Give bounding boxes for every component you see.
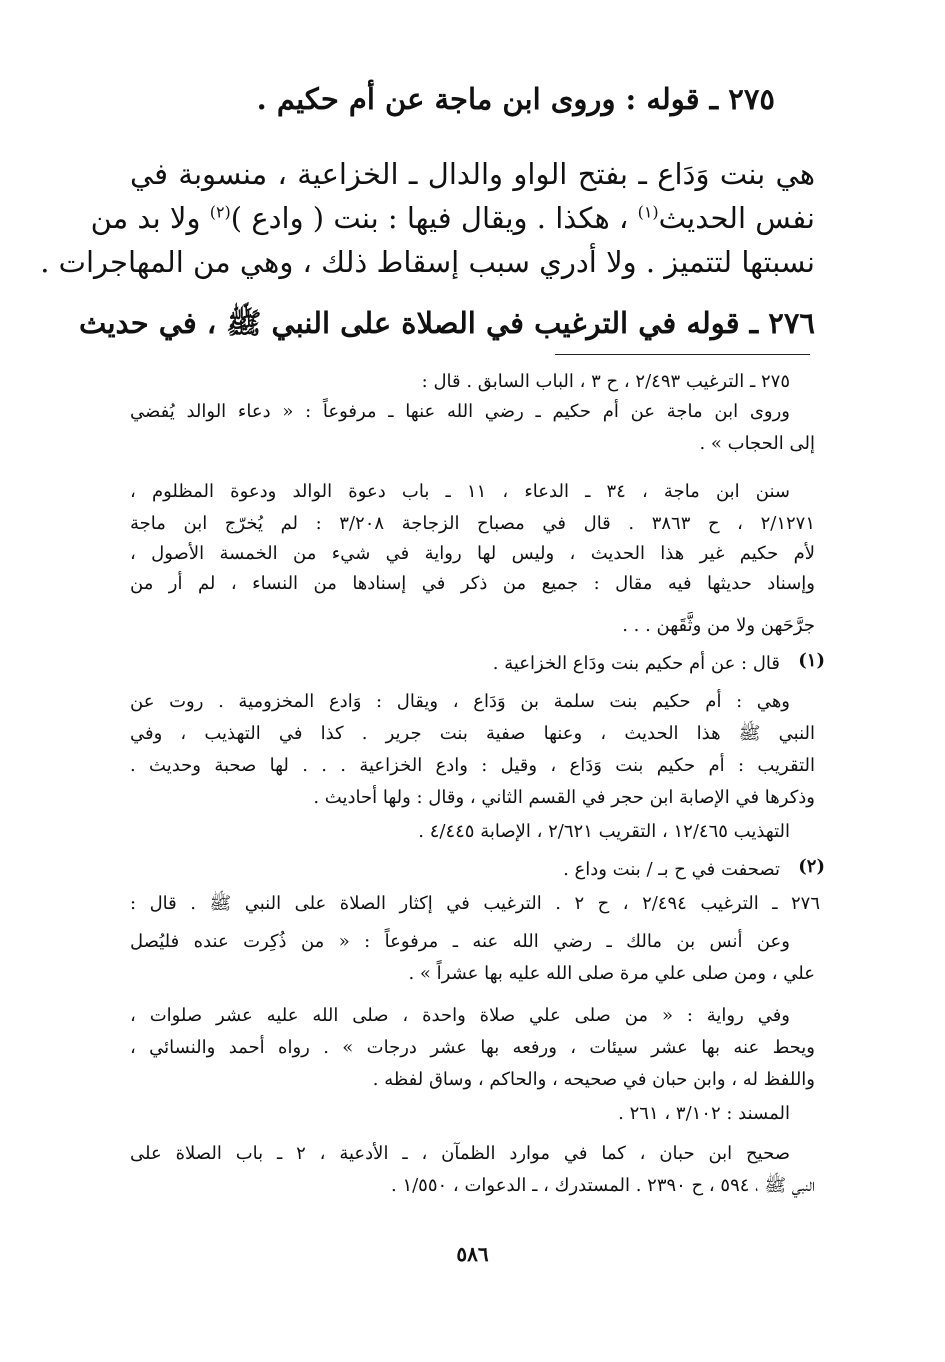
- note-1-line-2: وهي : أم حكيم بنت سلمة بن وَدَاع ، ويقال : وَادع المخزومية . روت عن: [130, 691, 790, 712]
- footnote-275-b-line-1: سنن ابن ماجة ، ٣٤ ـ الدعاء ، ١١ ـ باب دعوة الوالد ودعوة المظلوم ،: [130, 481, 791, 502]
- footnote-275-b-line-3: لأم حكيم غير هذا الحديث ، وليس لها رواية في شيء من الخمسة الأصول ،: [130, 543, 815, 564]
- footnote-275-b-line-2: ٢/١٢٧١ ، ح ٣٨٦٣ . قال في مصباح الزجاجة ٣/٢٠٨ : لم يُخرّج ابن ماجة: [130, 513, 815, 534]
- text-segment: ، هكذا . ويقال فيها : بنت ( وادع ): [230, 201, 629, 235]
- footnote-275-b-line-4: وإسناد حديثها فيه مقال : جميع من ذكر في إسنادها من النساء ، لم أر من: [130, 573, 815, 594]
- footnote-276-line-8: صحيح ابن حبان ، كما في موارد الظمآن ، ـ الأدعية ، ٢ ـ باب الصلاة على: [130, 1143, 790, 1164]
- note-1-line-3: النبي ﷺ هذا الحديث ، وعنها صفية بنت جرير . كذا في التهذيب ، وفي: [130, 723, 815, 744]
- entry-275-line-1: هي بنت وَدَاع ـ بفتح الواو والدال ـ الخزاعية ، منسوبة في: [130, 157, 815, 191]
- note-1-line-1: قال : عن أم حكيم بنت ودَاع الخزاعية .: [492, 653, 780, 674]
- footnote-276-line-7: المسند : ٣/١٠٢ ، ٢٦١ .: [618, 1103, 790, 1124]
- footnote-ref-1: (١): [637, 202, 659, 222]
- footnote-276-line-9: النبي ﷺ ، ٥٩٤ ، ح ٢٣٩٠ . المستدرك ، ـ الدعوات ، ١/٥٥٠ .: [391, 1175, 815, 1196]
- footnote-275-line-1: ٢٧٥ ـ الترغيب ٢/٤٩٣ ، ح ٣ ، الباب السابق . قال :: [421, 371, 790, 392]
- footnote-276-line-4: وفي رواية : « من صلى علي صلاة واحدة ، صلى الله عليه عشر صلوات ،: [130, 1005, 790, 1026]
- entry-275-heading: ٢٧٥ ـ قوله : وروى ابن ماجة عن أم حكيم .: [256, 82, 775, 116]
- page-number: ٥٨٦: [456, 1242, 489, 1266]
- note-1-line-4: التقريب : أم حكيم بنت وَدَاع ، وقيل : وادع الخزاعية . . . لها صحبة وحديث .: [130, 755, 815, 776]
- note-2-text: تصحفت في ح بـ / بنت وداع .: [563, 859, 780, 880]
- footnote-275-line-2: وروى ابن ماجة عن أم حكيم ـ رضي الله عنها ـ مرفوعاً : « دعاء الوالد يُفضي: [130, 401, 790, 422]
- note-2-label: (٢): [798, 856, 825, 877]
- text-segment: نفس الحديث: [658, 201, 815, 235]
- footnote-276-line-3: علي ، ومن صلى علي مرة صلى الله عليه بها عشراً » .: [408, 963, 815, 984]
- entry-276-heading: ٢٧٦ ـ قوله في الترغيب في الصلاة على النبي ﷺ ، في حديث: [78, 306, 815, 340]
- note-1-label: (١): [798, 650, 825, 671]
- entry-275-line-3: نسبتها لتتميز . ولا أدري سبب إسقاط ذلك ، وهي من المهاجرات .: [40, 245, 815, 279]
- footnote-ref-2: (٢): [209, 202, 231, 222]
- note-1-line-6: التهذيب ١٢/٤٦٥ ، التقريب ٢/٦٢١ ، الإصابة ٤/٤٤٥ .: [418, 821, 790, 842]
- footnote-276-line-6: واللفظ له ، وابن حبان في صحيحه ، والحاكم ، وساق لفظه .: [372, 1069, 815, 1090]
- footnote-275-line-3: إلى الحجاب » .: [699, 433, 815, 454]
- footnote-276-line-2: وعن أنس بن مالك ـ رضي الله عنه ـ مرفوعاً : « من ذُكِرت عنده فليُصل: [130, 931, 790, 952]
- note-1-line-5: وذكرها في الإصابة ابن حجر في القسم الثاني ، وقال : ولها أحاديث .: [313, 787, 815, 808]
- entry-275-line-2: [90, 196, 815, 240]
- footnote-276-line-1: ٢٧٦ ـ الترغيب ٢/٤٩٤ ، ح ٢ . الترغيب في إكثار الصلاة على النبي ﷺ . قال :: [130, 893, 820, 914]
- text-segment: ولا بد من: [90, 201, 201, 235]
- footnote-275-b-line-5: جرَّحَهن ولا من وثَّقَهن . . .: [622, 615, 815, 636]
- footnote-276-line-5: ويحط عنه بها عشر سيئات ، ورفعه بها عشر درجات » . رواه أحمد والنسائي ،: [130, 1037, 815, 1058]
- footnote-separator: [555, 354, 810, 355]
